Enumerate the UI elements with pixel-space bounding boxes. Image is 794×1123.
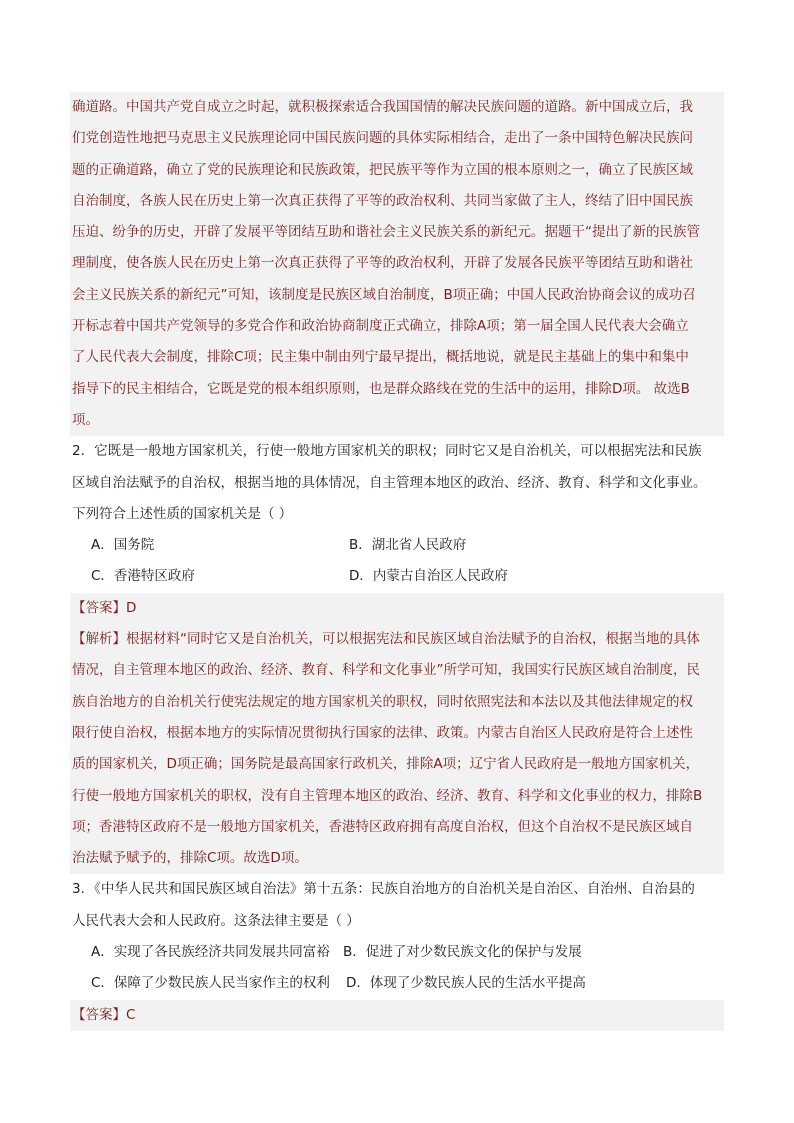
q3-stem-line: 人民代表大会和人民政府。这条法律主要是（ ） [72, 912, 360, 929]
q1-explanation-line: 开标志着中国共产党领导的多党合作和政治协商制度正式确立，排除A项；第一届全国人民代表大会确立 [72, 318, 689, 335]
q1-explanation-line: 题的正确道路，确立了党的民族理论和民族政策，把民族平等作为立国的根本原则之一，确立了民族区域 [72, 161, 693, 178]
q2-explanation-line: 项；香港特区政府不是一般地方国家机关，香港特区政府拥有高度自治权，但这个自治权不是民族区域自 [72, 818, 693, 835]
q2-options-row-1 [70, 530, 724, 561]
q2-options-row-2 [70, 561, 724, 592]
q2-explanation-line: 限行使自治权，根据本地方的实际情况贯彻执行国家的法律、政策。内蒙古自治区人民政府是符合上述性 [72, 724, 693, 741]
q2-explanation-line: 族自治地方的自治机关行使宪法规定的地方国家机关的职权，同时依照宪法和本法以及其他法律规定的权 [72, 693, 693, 710]
q2-stem-line: 区域自治法赋予的自治权，根据当地的具体情况，自主管理本地区的政治、经济、教育、科学和文化事业。 [72, 474, 707, 491]
answer-label: 【答案】 [72, 599, 126, 616]
question-3 [70, 874, 724, 999]
q2-option-d: D．内蒙古自治区人民政府 [349, 568, 508, 585]
q2-explanation-line: 质的国家机关，D项正确；国务院是最高国家行政机关，排除A项；辽宁省人民政府是一般地方国家机关， [72, 756, 700, 773]
q3-options-row-1 [70, 937, 724, 968]
q1-explanation-line: 会主义民族关系的新纪元”可知，该制度是民族区域自治制度，B项正确；中国人民政治协商会议的成功召 [72, 286, 696, 303]
question-2 [70, 436, 724, 592]
q2-explanation-line: 情况，自主管理本地区的政治、经济、教育、科学和文化事业”所学可知，我国实行民族区域自治制度，民 [72, 662, 700, 679]
q3-option-b: B．促进了对少数民族文化的保护与发展 [343, 944, 582, 961]
q2-stem-line: 2．它既是一般地方国家机关，行使一般地方国家机关的职权；同时它又是自治机关，可以根据宪法和民族 [72, 443, 702, 460]
q2-answer-block [70, 593, 724, 875]
answer-label: 【答案】 [72, 1006, 126, 1023]
q3-stem-line: 3．《中华人民共和国民族区域自治法》第十五条：民族自治地方的自治机关是自治区、自治州、自治县的 [72, 881, 695, 898]
q2-option-c: C．香港特区政府 [91, 568, 195, 585]
q1-explanation-line: 压迫、纷争的历史，开辟了发展平等团结互助和谐社会主义民族关系的新纪元。据题干“提出了新的民族管 [72, 224, 700, 241]
q2-explanation-first: 根据材料“同时它又是自治机关，可以根据宪法和民族区域自治法赋予的自治权，根据当地的具体 [126, 631, 700, 648]
q3-answer [70, 1000, 724, 1031]
q3-option-c: C．保障了少数民族人民当家作主的权利 [91, 975, 330, 992]
answer-value: C [126, 1006, 136, 1023]
q1-explanation-line: 确道路。中国共产党自成立之时起，就积极探索适合我国国情的解决民族问题的道路。新中国成立后，我 [72, 99, 693, 115]
q1-explanation-line: 项。 [72, 411, 99, 428]
exam-page [70, 92, 724, 1031]
q1-explanation-block [70, 92, 724, 436]
q2-stem-line: 下列符合上述性质的国家机关是（ ） [72, 505, 293, 522]
q1-explanation-line: 了人民代表大会制度，排除C项；民主集中制由列宁最早提出，概括地说，就是民主基础上的集中和集中 [72, 349, 689, 366]
q1-explanation-line: 自治制度，各族人民在历史上第一次真正获得了平等的政治权利、共同当家做了主人，终结了旧中国民族 [72, 192, 693, 209]
q3-options-row-2 [70, 968, 724, 999]
q1-explanation-line: 理制度，使各族人民在历史上第一次真正获得了平等的政治权利，开辟了发展各民族平等团结互助和谐社 [72, 255, 693, 272]
q2-option-a: A．国务院 [91, 537, 155, 554]
q3-option-d: D．体现了少数民族人民的生活水平提高 [346, 975, 586, 992]
q3-answer-block [70, 1000, 724, 1031]
q2-option-b: B．湖北省人民政府 [349, 537, 467, 554]
answer-value: D [126, 599, 137, 616]
q2-explanation-line: 行使一般地方国家机关的职权，没有自主管理本地区的政治、经济、教育、科学和文化事业的权力，排除B [72, 787, 703, 804]
q2-explanation-line [70, 624, 724, 655]
q3-option-a: A．实现了各民族经济共同发展共同富裕 [91, 944, 330, 961]
q1-explanation-line: 们党创造性地把马克思主义民族理论同中国民族问题的具体实际相结合，走出了一条中国特色解决民族问 [72, 130, 693, 147]
q1-explanation-line: 指导下的民主相结合，它既是党的根本组织原则，也是群众路线在党的生活中的运用，排除D项。 故选B [72, 380, 690, 397]
explanation-label: 【解析】 [72, 631, 126, 648]
q2-explanation-line: 治法赋予赋予的，排除C项。故选D项。 [72, 850, 308, 867]
q2-answer [70, 593, 724, 624]
